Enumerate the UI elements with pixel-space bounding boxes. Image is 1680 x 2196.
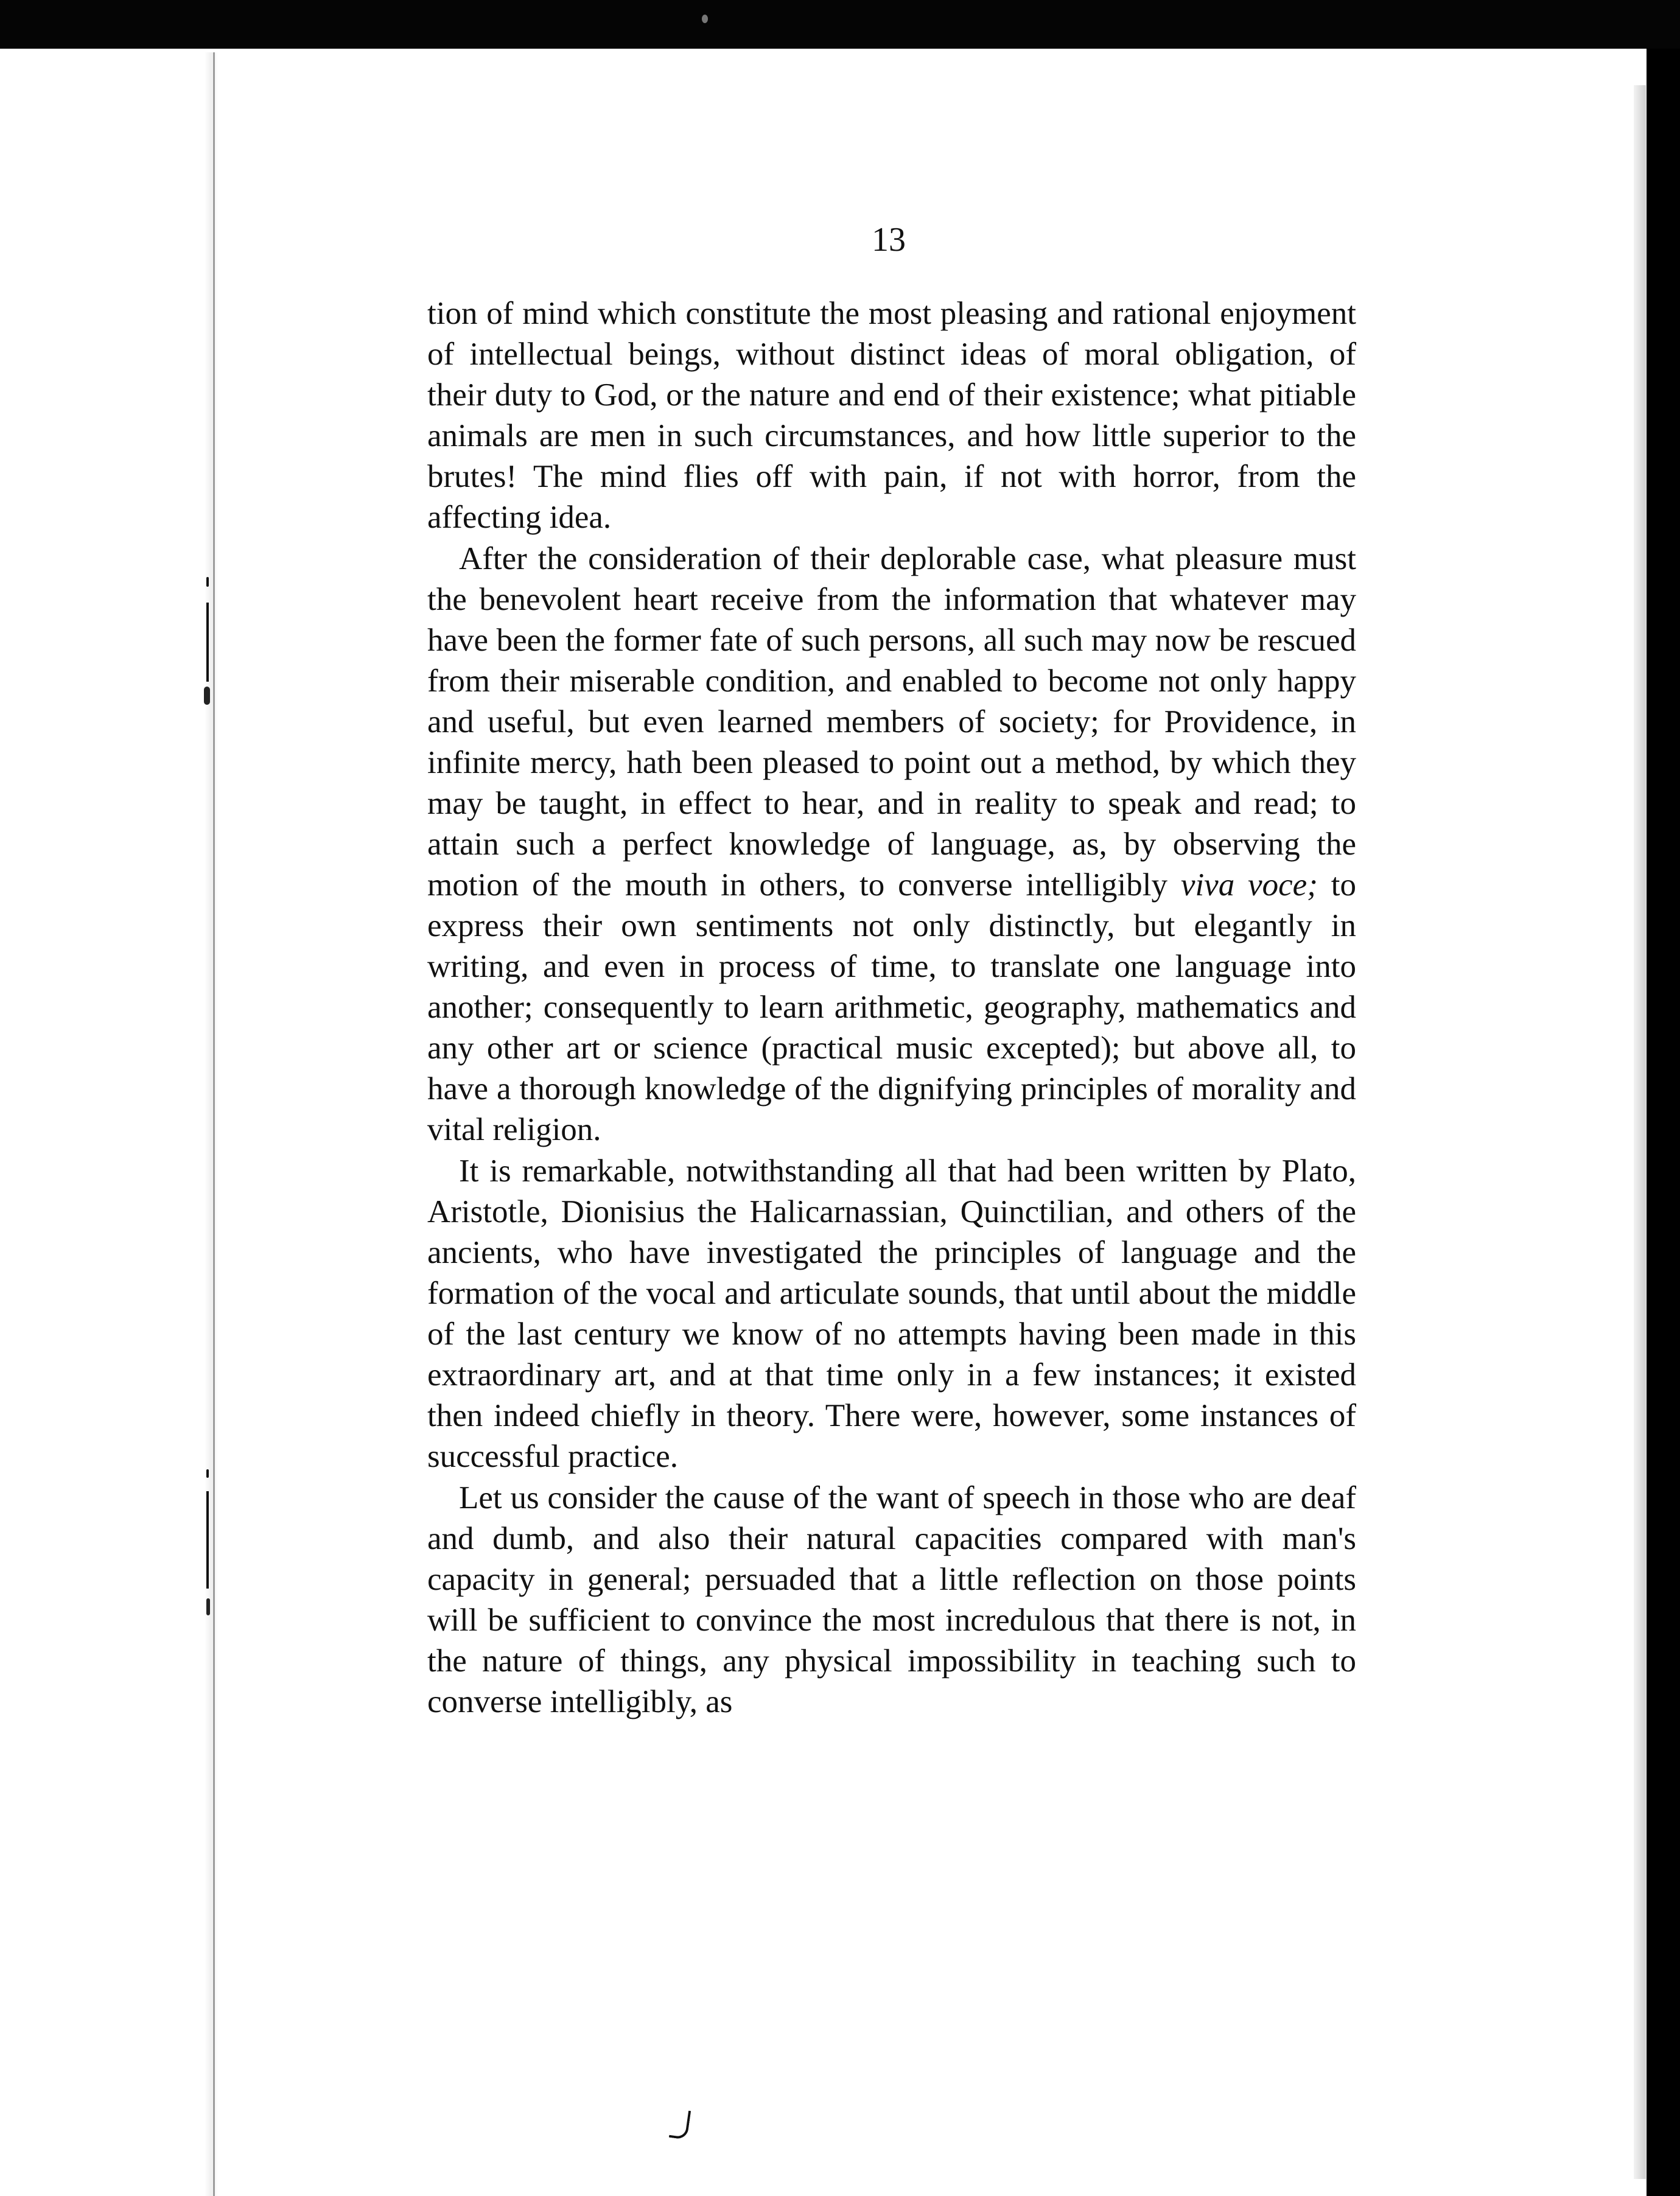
- paragraph-2-continuation: to express their own sentiments not only distinctly, but elegantly in writing, and even in process of time, to translate one language into another; consequently to learn arithmetic, geography, mathematics and any other art or science (practical music excepted); but above all, to have a thorough knowledge of the dignifying principles of morality and vital religion.: [427, 867, 1357, 1147]
- binding-mark-2: [206, 603, 209, 682]
- binding-mark-4: [206, 1469, 209, 1478]
- paragraph-3: It is remarkable, notwithstanding all that had been written by Plato, Aristotle, Dionisius the Halicarnassian, Quinctilian, and others of the ancients, who have investigated the principles of language and the formation of the vocal and articulate sounds, that until about the middle of the last century we know of no attempts having been made in this extraordinary art, and at that time only in a few instances; it existed then indeed chiefly in theory. There were, however, some instances of successful practice.: [427, 1153, 1356, 1474]
- right-black-border: [1647, 49, 1680, 2196]
- viva-voce-phrase: viva voce;: [1180, 867, 1318, 903]
- binding-shadow: [205, 52, 218, 2196]
- paragraph-4: Let us consider the cause of the want of speech in those who are deaf and dumb, and also their natural capacities compared with man's capacity in general; persuaded that a little reflection on those points will be sufficient to convince the most incredulous that there is not, in the nature of things, any physical impossibility in teaching such to converse intelligibly, as: [427, 1480, 1356, 1719]
- top-black-border: [0, 0, 1680, 49]
- page-edge-strip: [1634, 85, 1646, 2179]
- binding-mark-6: [206, 1598, 210, 1615]
- page-number: 13: [872, 221, 906, 259]
- paragraph-2: [427, 539, 1356, 1150]
- paragraph-2-text: After the consideration of their deplorable case, what pleasure must the benevolent heart receive from the information that whatever may have been the former fate of such persons, all such may now be rescued from their miserable condition, and enabled to become not only happy and useful, but even learned members of society; for Providence, in infinite mercy, hath been pleased to point out a method, by which they may be taught, in effect to hear, and in reality to speak and read; to attain such a perfect knowledge of language, as, by observing the motion of the mouth in others, to converse intelligibly: [427, 541, 1356, 903]
- binding-mark-1: [206, 577, 209, 587]
- binding-gutter-line: [213, 52, 215, 2196]
- binding-mark-5: [206, 1491, 209, 1589]
- paragraph-1: tion of mind which constitute the most pleasing and rational enjoyment of intellectual beings, without distinct ideas of moral obligation, of their duty to God, or the nature and end of their existence; what pitiable animals are men in such circumstances, and how little superior to the brutes! The mind flies off with pain, if not with horror, from the affecting idea.: [427, 296, 1356, 535]
- body-text: [427, 293, 1356, 1723]
- scan-speck: [702, 15, 708, 23]
- binding-mark-3: [204, 687, 210, 705]
